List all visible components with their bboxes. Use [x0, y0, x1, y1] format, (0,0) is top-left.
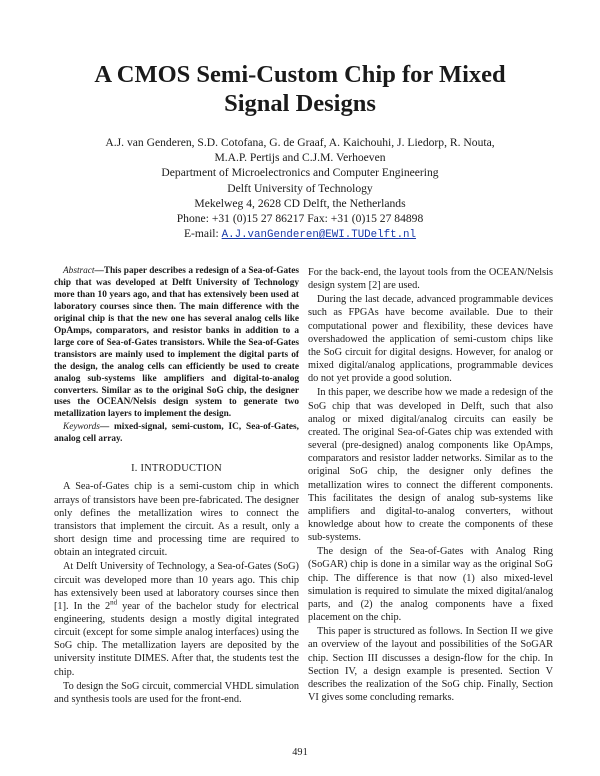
- section-heading-introduction: I. INTRODUCTION: [131, 463, 222, 475]
- ordinal-superscript: nd: [110, 598, 118, 607]
- abstract-text: This paper describes a redesign of a Sea-of-Gates chip that was developed at Delft University of Technology more than 10 years ago, and that has extensively been used at laboratory courses since then. The main difference with the original chip is that the new one has several analog cells like OpAmps, comparators, and resistor banks in addition to a large core of Sea-of-Gates transistors. While the Sea-of-Gates transistors are mainly used to implement the digital parts of the design, the analog cells can efficiently be used to create analog sub-systems like amplifiers and digital-to-analog converters. Similar as to the original SoG chip, the designer uses the OCEAN/Nelsis design system to generate two metallization layers to implement the design.: [54, 266, 299, 420]
- right-column: [308, 266, 553, 705]
- abstract: [54, 266, 299, 421]
- affiliation-line-2: Delft University of Technology: [227, 181, 373, 195]
- affiliation-line-3: Mekelweg 4, 2628 CD Delft, the Netherlands: [194, 196, 406, 210]
- right-paragraph-5: This paper is structured as follows. In Section II we give an overview of the layout and possibilities of the SoGAR chip. Section III discusses a design-flow for the chip. In Section IV, a design example is presented. Section V describes the realization of the SoG chip. Finally, Section VI gives some concluding remarks.: [308, 626, 553, 703]
- email-line: [0, 226, 600, 243]
- authors-line-2: M.A.P. Pertijs and C.J.M. Verhoeven: [214, 151, 386, 165]
- abstract-dash: —: [94, 266, 104, 276]
- keywords: [54, 422, 299, 446]
- phone-fax: Phone: +31 (0)15 27 86217 Fax: +31 (0)15 27 84898: [176, 212, 424, 226]
- right-paragraph-4: The design of the Sea-of-Gates with Analog Ring (SoGAR) chip is done in a similar way as the original SoG chip. The difference is that now (1) also mixed-level simulation is required to simulate the mixed digital/analog parts, and (2) the analog components have a fixed placement on the chip.: [308, 546, 553, 624]
- right-paragraph-3: In this paper, we describe how we made a redesign of the SoG chip that was developed in Delft, such that also analog or mixed digital/analog circuits can easily be created. The original Sea-of-Gates chip was extended with several (pre-designed) analog components like OpAmps, comparators and resistor ladder networks. Similar as to the original SoG chip, the designer only defines the metallization wires to connect the different components. This facilitates the design of analog sub-systems like amplifiers and digital-to-analog converters, without knowledge about how to create the components of these sub-systems.: [308, 387, 553, 544]
- email-link[interactable]: A.J.vanGenderen@EWI.TUDelft.nl: [221, 229, 417, 242]
- keywords-text: mixed-signal, semi-custom, IC, Sea-of-Gates, analog cell array.: [54, 422, 299, 445]
- title-line-2: Signal Designs: [224, 90, 376, 117]
- right-paragraph-1: For the back-end, the layout tools from the OCEAN/Nelsis design system [2] are used.: [308, 267, 553, 292]
- paper-title: [0, 60, 600, 118]
- email-label: E-mail:: [183, 227, 222, 241]
- page-number: 491: [292, 747, 308, 758]
- intro-paragraph-2: [54, 560, 299, 678]
- left-column: [54, 266, 299, 707]
- right-paragraph-2: During the last decade, advanced programmable devices such as FPGAs have become available. Due to their computational power and flexibility, these devices have overshadowed the application of semi-custom chips like the SoG circuit for digital designs. However, for analog or mixed digital/analog applications, programmable devices do not yet provide a good solution.: [308, 294, 553, 385]
- intro-paragraph-2-a: At Delft University of Technology, a Sea-of-Gates (SoG) circuit was developed more than 10 years ago. This chip has extensively been used at laboratory courses since then [1]. In the 2: [54, 561, 299, 612]
- intro-paragraph-1: A Sea-of-Gates chip is a semi-custom chip in which arrays of transistors have been pre-fabricated. The designer only defines the metallization wires to connect the transistors that implement the circuit. As a result, only a short design time and processing time are required to obtain an integrated circuit.: [54, 481, 299, 559]
- title-line-1: A CMOS Semi-Custom Chip for Mixed: [94, 61, 506, 88]
- intro-paragraph-2-b: year of the bachelor study for electrical engineering, students design a mostly digital integrated circuit (except for some simple analog interfaces) using the SoG chip. The metallization layers are deposited by the university institute DIMES. After that, the students test the chip.: [54, 600, 299, 678]
- author-block: [0, 135, 600, 243]
- keywords-label: Keywords: [63, 422, 100, 433]
- affiliation-line-1: Department of Microelectronics and Computer Engineering: [161, 166, 439, 180]
- keywords-dash: —: [99, 422, 114, 433]
- authors-line-1: A.J. van Genderen, S.D. Cotofana, G. de Graaf, A. Kaichouhi, J. Liedorp, R. Nouta,: [105, 136, 495, 149]
- abstract-label: Abstract: [63, 266, 95, 276]
- intro-paragraph-3: To design the SoG circuit, commercial VHDL simulation and synthesis tools are used for the front-end.: [54, 680, 299, 705]
